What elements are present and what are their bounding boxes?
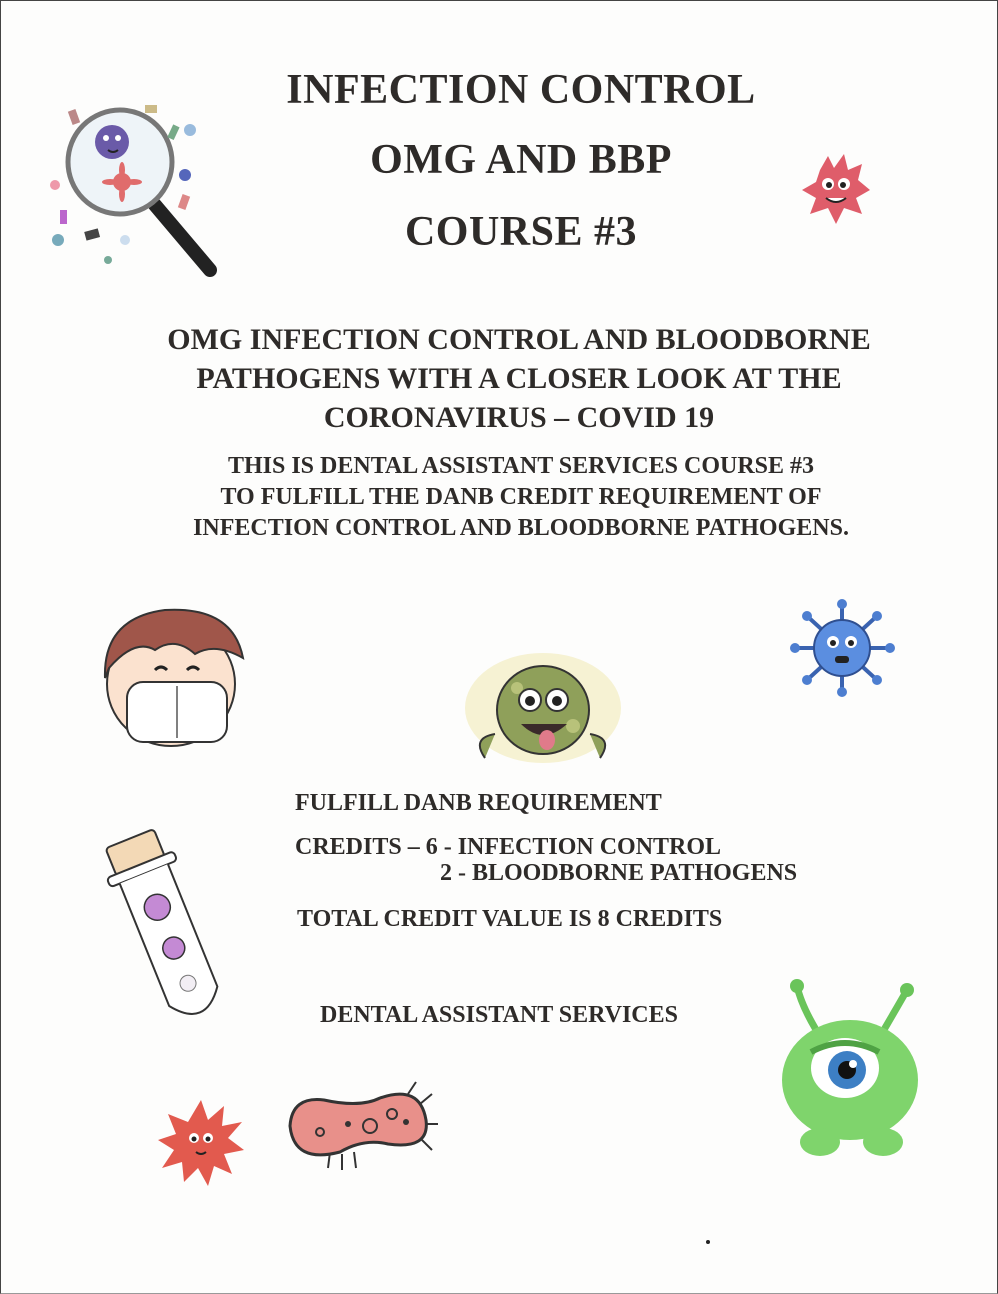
description-line-3: INFECTION CONTROL AND BLOODBORNE PATHOGENS. [193,515,849,541]
stray-dot [706,1240,710,1244]
red-spiky-virus-icon [158,1100,244,1186]
title-line-1: INFECTION CONTROL [286,67,756,113]
subtitle-line-1: OMG INFECTION CONTROL AND BLOODBORNE [167,323,871,356]
fulfill-requirement: FULFILL DANB REQUIREMENT [295,790,662,816]
masked-person-icon [95,598,247,750]
magnifying-glass-germs-icon [40,100,225,280]
company-name: DENTAL ASSISTANT SERVICES [320,1002,678,1028]
test-tube-germs-icon [100,820,240,1035]
description-line-1: THIS IS DENTAL ASSISTANT SERVICES COURSE #3 [227,453,815,479]
total-credits: TOTAL CREDIT VALUE IS 8 CREDITS [297,906,723,932]
description-line-2: TO FULFILL THE DANB CREDIT REQUIREMENT OF [220,484,822,510]
title-line-3: COURSE #3 [404,209,638,255]
credits-line-1: CREDITS – 6 - INFECTION CONTROL [295,834,722,860]
bacterium-icon [280,1080,440,1175]
subtitle [20,320,998,437]
blue-coronavirus-icon [785,598,900,698]
credits-line-2: 2 - BLOODBORNE PATHOGENS [440,860,798,886]
subtitle-line-3: CORONAVIRUS – COVID 19 [323,401,715,434]
green-cyclops-icon [775,978,925,1166]
red-germ-icon [800,150,872,228]
subtitle-line-2: PATHOGENS WITH A CLOSER LOOK AT THE [196,362,842,395]
title-line-2: OMG AND BBP [370,137,672,183]
green-germ-monster-icon [455,648,630,773]
